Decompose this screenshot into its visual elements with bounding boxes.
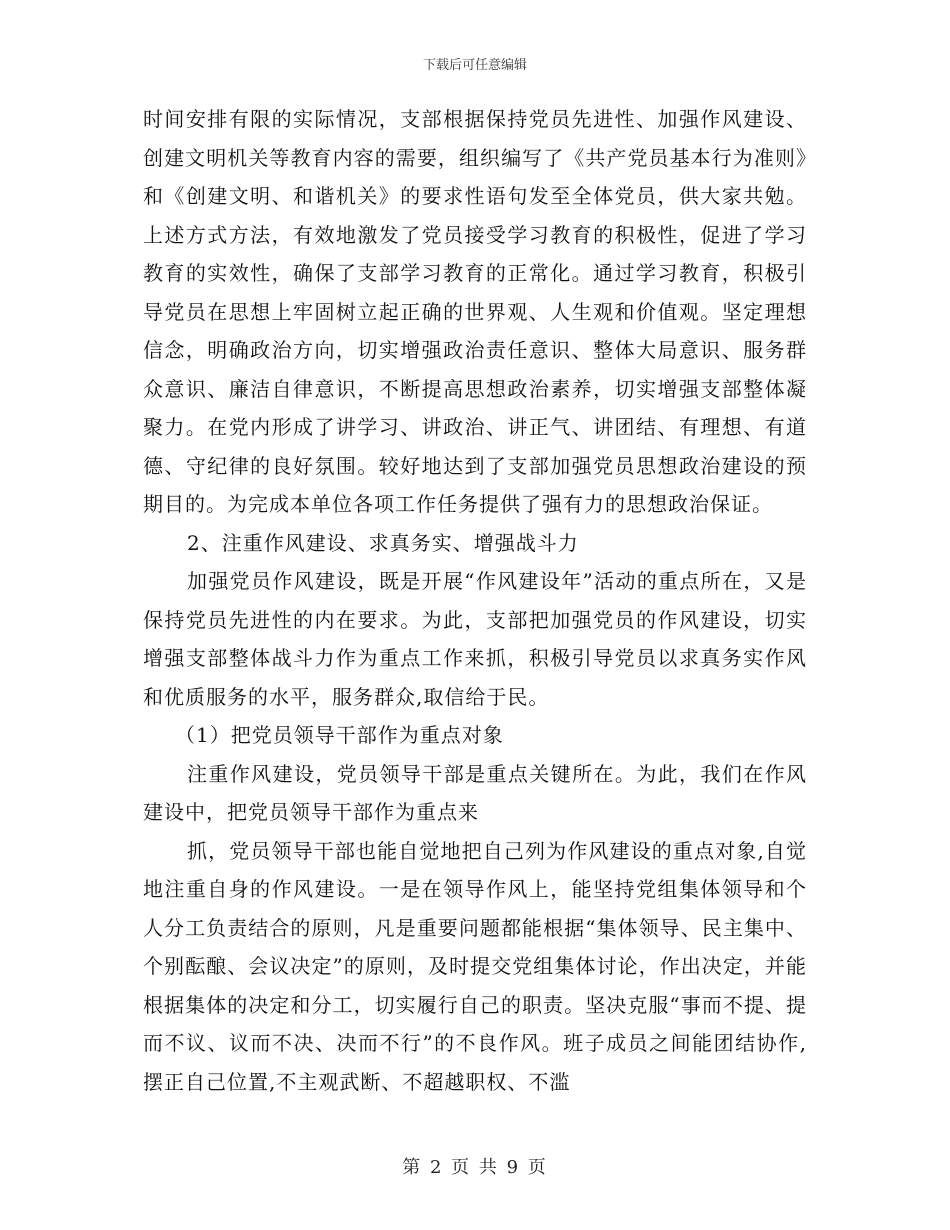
page-header-note: 下载后可任意编辑 (422, 58, 527, 73)
subsection-heading-1: （1）把党员领导干部作为重点对象 (175, 723, 504, 747)
document-body (143, 100, 807, 1101)
paragraph-style-building: 加强党员作风建设，既是开展“作风建设年”活动的重点所在，又是保持党员先进性的内在要求。为此，支部把加强党员的作风建设，切实增强支部整体战斗力作为重点工作来抓，积极引导党员以求真务实作风和优质服务的水平，服务群众,取信给于民。 (143, 569, 807, 709)
paragraph-leaders-focus: 注重作风建设，党员领导干部是重点关键所在。为此，我们在作风建设中，把党员领导干部作为重点来 (143, 761, 807, 824)
page-number: 第 2 页 共 9 页 (402, 1157, 548, 1178)
paragraph-leaders-detail: 抓，党员领导干部也能自觉地把自己列为作风建设的重点对象,自觉地注重自身的作风建设。一是在领导作风上，能坚持党组集体领导和个人分工负责结合的原则，凡是重要问题都能根据“集体领导、民主集中、个别酝酿、会议决定”的原则，及时提交党组集体讨论，作出决定，并能根据集体的决定和分工，切实履行自己的职责。坚决克服“事而不提、提而不议、议而不决、决而不行”的不良作风。班子成员之间能团结协作,摆正自己位置,不主观武断、不超越职权、不滥 (143, 838, 807, 1094)
section-heading-2: 2、注重作风建设、求真务实、增强战斗力 (187, 530, 579, 555)
paragraph-continuation: 时间安排有限的实际情况，支部根据保持党员先进性、加强作风建设、创建文明机关等教育内容的需要，组织编写了《共产党员基本行为准则》和《创建文明、和谐机关》的要求性语句发至全体党员，供大家共勉。上述方式方法，有效地激发了党员接受学习教育的积极性，促进了学习教育的实效性，确保了支部学习教育的正常化。通过学习教育，积极引导党员在思想上牢固树立起正确的世界观、人生观和价值观。坚定理想信念，明确政治方向，切实增强政治责任意识、整体大局意识、服务群众意识、廉洁自律意识，不断提高思想政治素养，切实增强支部整体凝聚力。在党内形成了讲学习、讲政治、讲正气、讲团结、有理想、有道德、守纪律的良好氛围。较好地达到了支部加强党员思想政治建设的预期目的。为完成本单位各项工作任务提供了强有力的思想政治保证。 (143, 107, 807, 516)
